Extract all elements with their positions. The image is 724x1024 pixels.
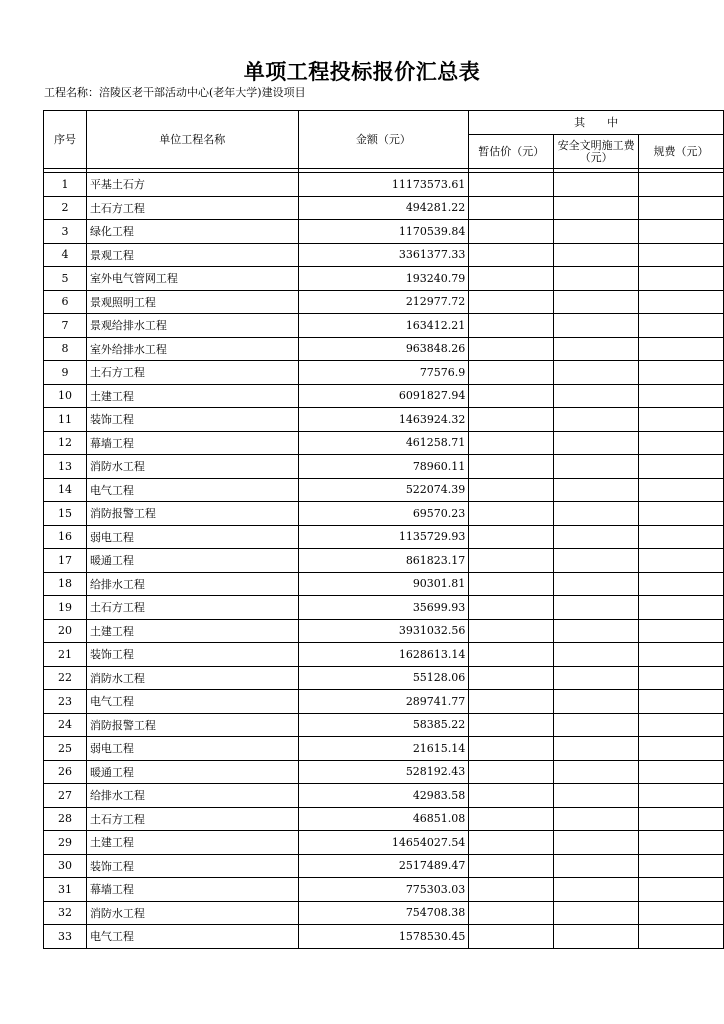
row-provisional <box>469 737 554 761</box>
row-provisional <box>469 337 554 361</box>
row-name: 土建工程 <box>86 619 298 643</box>
row-index: 16 <box>44 525 87 549</box>
row-amount: 11173573.61 <box>298 173 469 197</box>
table-row <box>44 361 724 385</box>
row-index: 30 <box>44 854 87 878</box>
row-safety-fee <box>554 690 639 714</box>
row-name: 土石方工程 <box>86 196 298 220</box>
row-amount: 3361377.33 <box>298 243 469 267</box>
row-fees <box>639 196 724 220</box>
row-name: 电气工程 <box>86 478 298 502</box>
row-name: 消防报警工程 <box>86 502 298 526</box>
row-name: 消防水工程 <box>86 455 298 479</box>
row-fees <box>639 267 724 291</box>
header-index: 序号 <box>44 111 87 169</box>
row-fees <box>639 854 724 878</box>
table-row <box>44 525 724 549</box>
row-safety-fee <box>554 572 639 596</box>
row-safety-fee <box>554 384 639 408</box>
table-row <box>44 619 724 643</box>
row-amount: 78960.11 <box>298 455 469 479</box>
table-row <box>44 737 724 761</box>
row-fees <box>639 643 724 667</box>
row-safety-fee <box>554 549 639 573</box>
row-provisional <box>469 619 554 643</box>
table-row <box>44 878 724 902</box>
row-amount: 963848.26 <box>298 337 469 361</box>
row-provisional <box>469 854 554 878</box>
row-amount: 193240.79 <box>298 267 469 291</box>
row-fees <box>639 713 724 737</box>
row-safety-fee <box>554 784 639 808</box>
row-amount: 6091827.94 <box>298 384 469 408</box>
table-row <box>44 784 724 808</box>
row-provisional <box>469 243 554 267</box>
table-row <box>44 314 724 338</box>
row-provisional <box>469 760 554 784</box>
row-name: 消防报警工程 <box>86 713 298 737</box>
row-fees <box>639 220 724 244</box>
row-index: 5 <box>44 267 87 291</box>
row-provisional <box>469 690 554 714</box>
row-name: 给排水工程 <box>86 572 298 596</box>
row-fees <box>639 455 724 479</box>
row-name: 幕墙工程 <box>86 878 298 902</box>
row-amount: 522074.39 <box>298 478 469 502</box>
row-name: 装饰工程 <box>86 854 298 878</box>
header-safety <box>554 135 639 169</box>
row-index: 32 <box>44 901 87 925</box>
row-fees <box>639 361 724 385</box>
table-row <box>44 290 724 314</box>
row-safety-fee <box>554 267 639 291</box>
row-safety-fee <box>554 337 639 361</box>
row-provisional <box>469 384 554 408</box>
row-safety-fee <box>554 525 639 549</box>
row-fees <box>639 807 724 831</box>
row-safety-fee <box>554 196 639 220</box>
row-index: 3 <box>44 220 87 244</box>
row-provisional <box>469 666 554 690</box>
row-index: 11 <box>44 408 87 432</box>
table-row <box>44 173 724 197</box>
row-name: 弱电工程 <box>86 525 298 549</box>
row-index: 27 <box>44 784 87 808</box>
row-index: 29 <box>44 831 87 855</box>
row-index: 31 <box>44 878 87 902</box>
row-amount: 1578530.45 <box>298 925 469 949</box>
row-provisional <box>469 502 554 526</box>
row-name: 幕墙工程 <box>86 431 298 455</box>
row-index: 17 <box>44 549 87 573</box>
row-name: 装饰工程 <box>86 643 298 667</box>
row-fees <box>639 290 724 314</box>
row-provisional <box>469 525 554 549</box>
row-provisional <box>469 549 554 573</box>
row-fees <box>639 314 724 338</box>
table-row <box>44 337 724 361</box>
header-name: 单位工程名称 <box>86 111 298 169</box>
header-fees: 规费（元） <box>639 135 724 169</box>
row-index: 22 <box>44 666 87 690</box>
row-amount: 163412.21 <box>298 314 469 338</box>
header-provisional: 暂估价（元） <box>469 135 554 169</box>
table-row <box>44 408 724 432</box>
row-safety-fee <box>554 878 639 902</box>
header-group: 其 中 <box>469 111 724 135</box>
summary-table <box>43 110 724 949</box>
row-index: 19 <box>44 596 87 620</box>
row-index: 12 <box>44 431 87 455</box>
row-safety-fee <box>554 596 639 620</box>
row-safety-fee <box>554 220 639 244</box>
page-title: 单项工程投标报价汇总表 <box>243 60 481 84</box>
row-amount: 46851.08 <box>298 807 469 831</box>
row-safety-fee <box>554 666 639 690</box>
row-index: 23 <box>44 690 87 714</box>
table-row <box>44 854 724 878</box>
row-provisional <box>469 267 554 291</box>
row-safety-fee <box>554 737 639 761</box>
row-fees <box>639 690 724 714</box>
row-name: 弱电工程 <box>86 737 298 761</box>
row-amount: 14654027.54 <box>298 831 469 855</box>
row-fees <box>639 831 724 855</box>
row-index: 21 <box>44 643 87 667</box>
row-index: 7 <box>44 314 87 338</box>
row-amount: 42983.58 <box>298 784 469 808</box>
row-safety-fee <box>554 408 639 432</box>
row-index: 13 <box>44 455 87 479</box>
row-provisional <box>469 478 554 502</box>
row-name: 暖通工程 <box>86 760 298 784</box>
row-amount: 1170539.84 <box>298 220 469 244</box>
row-fees <box>639 666 724 690</box>
row-index: 10 <box>44 384 87 408</box>
table-row <box>44 831 724 855</box>
row-name: 消防水工程 <box>86 666 298 690</box>
row-safety-fee <box>554 243 639 267</box>
table-body <box>44 173 724 949</box>
row-fees <box>639 337 724 361</box>
row-index: 6 <box>44 290 87 314</box>
row-name: 景观照明工程 <box>86 290 298 314</box>
row-provisional <box>469 431 554 455</box>
row-safety-fee <box>554 290 639 314</box>
row-amount: 58385.22 <box>298 713 469 737</box>
row-amount: 69570.23 <box>298 502 469 526</box>
row-amount: 861823.17 <box>298 549 469 573</box>
row-name: 绿化工程 <box>86 220 298 244</box>
row-name: 土建工程 <box>86 384 298 408</box>
row-amount: 212977.72 <box>298 290 469 314</box>
row-amount: 3931032.56 <box>298 619 469 643</box>
row-fees <box>639 925 724 949</box>
row-provisional <box>469 220 554 244</box>
row-amount: 528192.43 <box>298 760 469 784</box>
row-index: 14 <box>44 478 87 502</box>
row-safety-fee <box>554 478 639 502</box>
row-provisional <box>469 831 554 855</box>
row-provisional <box>469 596 554 620</box>
row-index: 1 <box>44 173 87 197</box>
row-safety-fee <box>554 361 639 385</box>
header-safety-line1: 安全文明施工费 <box>557 138 635 152</box>
table-row <box>44 901 724 925</box>
row-safety-fee <box>554 854 639 878</box>
table-row <box>44 666 724 690</box>
row-fees <box>639 408 724 432</box>
row-safety-fee <box>554 760 639 784</box>
row-fees <box>639 619 724 643</box>
row-amount: 1463924.32 <box>298 408 469 432</box>
row-name: 给排水工程 <box>86 784 298 808</box>
row-fees <box>639 173 724 197</box>
table-row <box>44 760 724 784</box>
header-safety-line2: （元） <box>579 150 613 164</box>
row-index: 20 <box>44 619 87 643</box>
row-safety-fee <box>554 619 639 643</box>
row-provisional <box>469 173 554 197</box>
row-fees <box>639 243 724 267</box>
row-provisional <box>469 713 554 737</box>
table-row <box>44 196 724 220</box>
row-safety-fee <box>554 502 639 526</box>
row-index: 26 <box>44 760 87 784</box>
row-amount: 461258.71 <box>298 431 469 455</box>
header-amount: 金额（元） <box>298 111 469 169</box>
row-provisional <box>469 643 554 667</box>
project-name: 工程名称：涪陵区老干部活动中心(老年大学)建设项目 <box>44 86 306 99</box>
row-index: 9 <box>44 361 87 385</box>
row-provisional <box>469 314 554 338</box>
table-row <box>44 643 724 667</box>
row-provisional <box>469 455 554 479</box>
table-row <box>44 502 724 526</box>
table-row <box>44 478 724 502</box>
row-index: 2 <box>44 196 87 220</box>
row-provisional <box>469 784 554 808</box>
table-row <box>44 220 724 244</box>
row-safety-fee <box>554 713 639 737</box>
row-fees <box>639 478 724 502</box>
row-fees <box>639 384 724 408</box>
row-amount: 2517489.47 <box>298 854 469 878</box>
row-index: 8 <box>44 337 87 361</box>
table-row <box>44 384 724 408</box>
row-fees <box>639 502 724 526</box>
row-fees <box>639 878 724 902</box>
row-amount: 21615.14 <box>298 737 469 761</box>
row-index: 15 <box>44 502 87 526</box>
table-row <box>44 549 724 573</box>
table-row <box>44 596 724 620</box>
row-name: 室外给排水工程 <box>86 337 298 361</box>
row-fees <box>639 901 724 925</box>
row-safety-fee <box>554 807 639 831</box>
row-fees <box>639 525 724 549</box>
table-row <box>44 267 724 291</box>
row-index: 28 <box>44 807 87 831</box>
row-amount: 1628613.14 <box>298 643 469 667</box>
row-amount: 55128.06 <box>298 666 469 690</box>
row-name: 暖通工程 <box>86 549 298 573</box>
row-amount: 90301.81 <box>298 572 469 596</box>
table-row <box>44 713 724 737</box>
row-amount: 35699.93 <box>298 596 469 620</box>
row-index: 18 <box>44 572 87 596</box>
row-name: 装饰工程 <box>86 408 298 432</box>
row-index: 4 <box>44 243 87 267</box>
row-index: 33 <box>44 925 87 949</box>
row-fees <box>639 431 724 455</box>
row-safety-fee <box>554 901 639 925</box>
row-safety-fee <box>554 643 639 667</box>
row-provisional <box>469 361 554 385</box>
row-safety-fee <box>554 925 639 949</box>
row-safety-fee <box>554 831 639 855</box>
row-amount: 289741.77 <box>298 690 469 714</box>
row-name: 土石方工程 <box>86 807 298 831</box>
table-row <box>44 807 724 831</box>
row-name: 景观工程 <box>86 243 298 267</box>
row-amount: 775303.03 <box>298 878 469 902</box>
row-index: 24 <box>44 713 87 737</box>
table-row <box>44 572 724 596</box>
row-name: 电气工程 <box>86 925 298 949</box>
row-provisional <box>469 196 554 220</box>
row-amount: 77576.9 <box>298 361 469 385</box>
row-name: 平基土石方 <box>86 173 298 197</box>
row-provisional <box>469 572 554 596</box>
row-fees <box>639 596 724 620</box>
row-name: 室外电气管网工程 <box>86 267 298 291</box>
row-safety-fee <box>554 431 639 455</box>
row-provisional <box>469 901 554 925</box>
row-provisional <box>469 807 554 831</box>
table-row <box>44 925 724 949</box>
row-name: 电气工程 <box>86 690 298 714</box>
row-amount: 754708.38 <box>298 901 469 925</box>
row-amount: 1135729.93 <box>298 525 469 549</box>
row-fees <box>639 784 724 808</box>
row-provisional <box>469 290 554 314</box>
row-name: 景观给排水工程 <box>86 314 298 338</box>
row-index: 25 <box>44 737 87 761</box>
row-name: 土石方工程 <box>86 596 298 620</box>
row-fees <box>639 760 724 784</box>
row-fees <box>639 737 724 761</box>
row-fees <box>639 549 724 573</box>
row-amount: 494281.22 <box>298 196 469 220</box>
row-name: 消防水工程 <box>86 901 298 925</box>
row-name: 土石方工程 <box>86 361 298 385</box>
row-provisional <box>469 408 554 432</box>
row-provisional <box>469 925 554 949</box>
row-safety-fee <box>554 173 639 197</box>
table-row <box>44 243 724 267</box>
table-row <box>44 455 724 479</box>
row-fees <box>639 572 724 596</box>
row-safety-fee <box>554 455 639 479</box>
row-safety-fee <box>554 314 639 338</box>
row-provisional <box>469 878 554 902</box>
row-name: 土建工程 <box>86 831 298 855</box>
table-row <box>44 690 724 714</box>
table-row <box>44 431 724 455</box>
